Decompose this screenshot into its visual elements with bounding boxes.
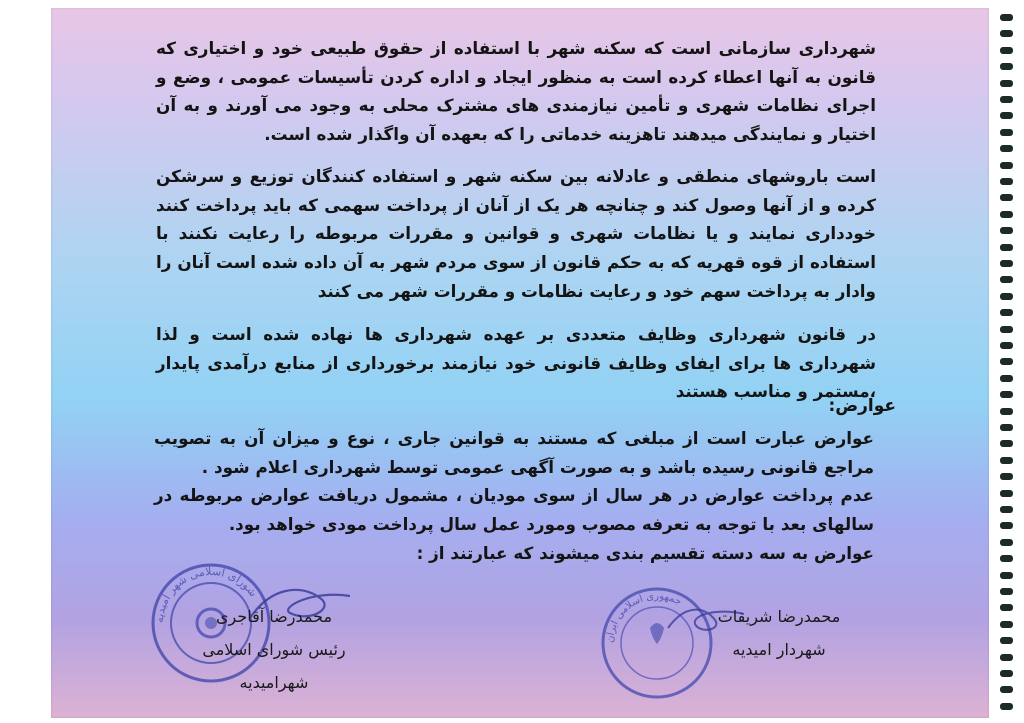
binding-hole	[1000, 63, 1013, 70]
binding-hole	[1000, 30, 1013, 37]
binding-hole	[1000, 162, 1013, 169]
paragraph-5: عدم پرداخت عوارض در هر سال از سوی مودیان ، مشمول دریافت عوارض مربوطه در سالهای بعد با توجه به تعرفه مصوب ومورد عمل سال پرداخت مودی خواهد بود.	[154, 485, 874, 535]
binding-hole	[1000, 47, 1013, 54]
binding-hole	[1000, 588, 1013, 595]
binding-hole	[1000, 358, 1013, 365]
binding-hole	[1000, 490, 1013, 497]
binding-hole	[1000, 703, 1013, 710]
mayor-title: شهردار امیدیه	[732, 640, 826, 659]
binding-hole	[1000, 457, 1013, 464]
binding-hole	[1000, 227, 1013, 234]
council-head-name: محمدرضا آقاجری	[215, 607, 333, 626]
binding-hole	[1000, 178, 1013, 185]
document-body-3	[156, 320, 876, 406]
binding-hole	[1000, 375, 1013, 382]
binding-hole	[1000, 555, 1013, 562]
binding-hole	[1000, 604, 1013, 611]
binding-hole	[1000, 276, 1013, 283]
binding-hole	[1000, 440, 1013, 447]
document-body-4	[154, 424, 874, 568]
binding-hole	[1000, 80, 1013, 87]
municipality-stamp-text: جمهوری اسلامی ایران	[604, 590, 684, 644]
binding-hole	[1000, 637, 1013, 644]
council-stamp-text: شورای اسلامی شهر امیدیه	[152, 564, 260, 624]
binding-hole	[1000, 539, 1013, 546]
paragraph-6: عوارض به سه دسته تقسیم بندی میشوند که عبارتند از :	[416, 542, 874, 563]
binding-hole	[1000, 572, 1013, 579]
document-body	[156, 34, 876, 149]
binding-hole	[1000, 670, 1013, 677]
spiral-binding	[1000, 8, 1014, 718]
binding-hole	[1000, 506, 1013, 513]
paragraph-2: است باروشهای منطقی و عادلانه بین سکنه شهر و استفاده کنندگان توزیع و سرشکن کرده و از آنها وصول کند و چنانچه هر یک از آنان از پرداخت سهمی که باید پرداخت کنند خودداری نمایند و یا نظامات شهری و قوانین و مقررات مربوطه را رعایت نکنند با استفاده از قوه قهریه که به حکم قانون از سوی مردم شهر به آن داده شده است آنان را وادار به پرداخت سهم خود و رعایت نظامات و مقررات شهر می کنند	[156, 166, 876, 301]
binding-hole	[1000, 473, 1013, 480]
paragraph-3: در قانون شهرداری وظایف متعددی بر عهده شهرداری ها نهاده شده است و لذا شهرداری ها برای ایفای وظایف قانونی خود نیازمند برخورداری از منابع درآمدی پایدار ،مستمر و مناسب هستند	[156, 324, 876, 402]
binding-hole	[1000, 112, 1013, 119]
document-body-2	[156, 162, 876, 306]
council-signature-block	[184, 600, 364, 699]
mayor-name: محمدرضا شریفات	[717, 607, 841, 626]
paragraph-4: عوارض عبارت است از مبلغی که مستند به قوانین جاری ، نوع و میزان آن به تصویب مراجع قانونی رسیده باشد و به صورت آگهی عمومی توسط شهرداری اعلام شود .	[154, 428, 874, 477]
binding-hole	[1000, 260, 1013, 267]
binding-hole	[1000, 14, 1013, 21]
binding-hole	[1000, 129, 1013, 136]
council-head-title: رئیس شورای اسلامی شهرامیدیه	[202, 640, 346, 692]
mayor-signature-block	[694, 600, 864, 666]
binding-hole	[1000, 654, 1013, 661]
binding-hole	[1000, 145, 1013, 152]
binding-hole	[1000, 211, 1013, 218]
binding-hole	[1000, 194, 1013, 201]
binding-hole	[1000, 424, 1013, 431]
binding-hole	[1000, 621, 1013, 628]
paragraph-1: شهرداری سازمانی است که سکنه شهر با استفاده از حقوق طبیعی خود و اختیاری که قانون به آنها اعطاء کرده است به منظور ایجاد و اداره کردن تأسیسات عمومی ، وضع و اجرای نظامات شهری و تأمین نیازمندی های مشترک محلی به وجود می آورند و به آن اختیار و نمایندگی میدهند تاهزینه خدماتی را که بعهده آن واگذار شده است.	[156, 38, 876, 145]
binding-hole	[1000, 326, 1013, 333]
binding-hole	[1000, 96, 1013, 103]
binding-hole	[1000, 309, 1013, 316]
binding-hole	[1000, 244, 1013, 251]
binding-hole	[1000, 391, 1013, 398]
binding-hole	[1000, 522, 1013, 529]
binding-hole	[1000, 342, 1013, 349]
binding-hole	[1000, 293, 1013, 300]
section-heading: عوارض:	[828, 396, 896, 416]
binding-hole	[1000, 686, 1013, 693]
binding-hole	[1000, 408, 1013, 415]
